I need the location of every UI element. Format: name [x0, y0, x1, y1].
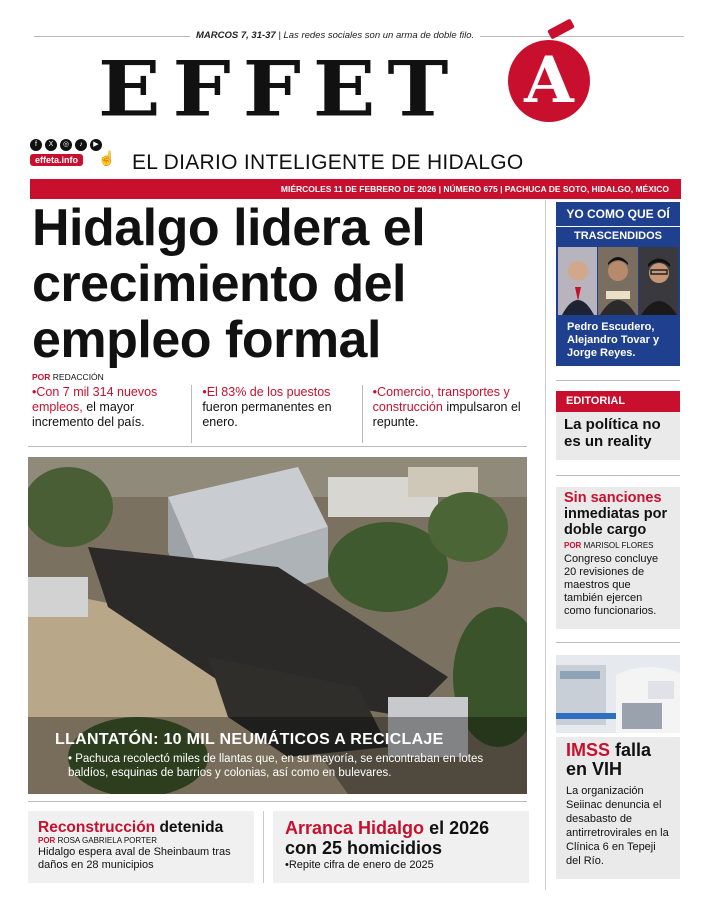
title-rest: inmediatas por doble cargo	[564, 506, 668, 538]
story-reconstruccion[interactable]	[28, 811, 254, 883]
bullet-text: el mayor incremento del país.	[32, 400, 145, 429]
story-text: La organización Seiinac denuncia el desabasto de antirretrovirales en la Clínica 6 en Tepeji del Río.	[566, 785, 669, 867]
site-link[interactable]: effeta.info	[30, 154, 83, 166]
column-divider	[263, 811, 264, 883]
tiktok-icon[interactable]: ♪	[75, 139, 87, 151]
pointer-hand-icon: ☝	[98, 150, 116, 166]
headline-bullets	[32, 385, 532, 443]
story-title	[564, 490, 672, 538]
sidebar-rule	[556, 642, 680, 643]
clinic-photo[interactable]	[556, 655, 680, 733]
column-title[interactable]: YO COMO QUE OÍ	[556, 202, 680, 226]
main-headline[interactable]: Hidalgo lidera el crecimiento del empleo formal	[32, 199, 426, 369]
bullet-highlight: El 83% de los puestos	[206, 385, 331, 399]
sidebar-divider	[545, 200, 546, 890]
bullet-text: fueron permanentes en enero.	[202, 400, 332, 429]
title-highlight: Reconstrucción	[38, 819, 156, 836]
story-title	[285, 818, 517, 858]
bullet-text: impulsaron el repunte.	[372, 400, 521, 429]
social-icons	[30, 139, 102, 151]
story-title	[566, 741, 670, 779]
bullet-item: •El 83% de los puestos fueron permanentes en enero.	[191, 385, 362, 443]
story-homicidios[interactable]	[273, 811, 529, 883]
title-rest: el 2026 con 25 homicidios	[285, 818, 490, 858]
byline-por: POR	[564, 541, 582, 550]
photo-story-title[interactable]: LLANTATÓN: 10 MIL NEUMÁTICOS A RECICLAJE	[55, 731, 444, 748]
sidebar-rule	[556, 380, 680, 381]
byline-por: POR	[38, 836, 56, 845]
x-icon[interactable]: X	[45, 139, 57, 151]
story-text: •Repite cifra de enero de 2025	[285, 859, 434, 871]
story-text: Congreso concluye 20 revisiones de maestros que también ejercen como funcionarios.	[564, 553, 659, 617]
masthead-name: EFFET	[98, 45, 461, 134]
date-bar: MIÉRCOLES 11 DE FEBRERO DE 2026 | NÚMERO 675 | PACHUCA DE SOTO, HIDALGO, MÉXICO	[30, 179, 681, 199]
main-byline	[32, 372, 104, 382]
editorial-label: EDITORIAL	[556, 391, 680, 412]
portrait	[639, 247, 678, 315]
byline-author: ROSA GABRIELA PORTER	[57, 836, 158, 845]
story-text: Hidalgo espera aval de Sheinbaum tras daños en 28 municipios	[38, 846, 231, 871]
portrait-strip	[558, 247, 678, 315]
verse-line: MARCOS 7, 31-37 | Las redes sociales son un arma de doble filo.	[190, 30, 480, 41]
byline-author: MARISOL FLORES	[583, 541, 654, 550]
section-divider	[28, 446, 527, 447]
youtube-icon[interactable]: ▶	[90, 139, 102, 151]
column-subtitle: TRASCENDIDOS	[573, 230, 662, 242]
title-highlight: Sin sanciones	[564, 490, 662, 506]
byline-author: REDACCIÓN	[52, 372, 104, 382]
section-divider	[28, 801, 527, 802]
title-rest: detenida	[159, 819, 224, 836]
story-title	[38, 819, 244, 836]
bullet-highlight: Con 7 mil 314 nuevos empleos,	[32, 385, 158, 414]
title-rest: falla en VIH	[566, 740, 652, 779]
editorial-title[interactable]: La política no es un reality	[556, 412, 680, 460]
story-byline	[38, 836, 244, 846]
masthead-accent-letter: A	[508, 40, 590, 122]
title-highlight: IMSS	[566, 740, 611, 760]
story-byline	[564, 540, 672, 551]
bullet-item: •Comercio, transportes y construcción impulsaron el repunte.	[372, 385, 521, 429]
bullet-highlight: Comercio, transportes y construcción	[372, 385, 510, 414]
sidebar-rule	[556, 475, 680, 476]
instagram-icon[interactable]: ◎	[60, 139, 72, 151]
story-sin-sanciones[interactable]	[556, 487, 680, 629]
tagline: EL DIARIO INTELIGENTE DE HIDALGO	[132, 151, 524, 174]
clinic-illustration	[556, 655, 680, 733]
column-names: Pedro Escudero, Alejandro Tovar y Jorge Reyes.	[567, 321, 660, 359]
facebook-icon[interactable]: f	[30, 139, 42, 151]
portrait	[598, 247, 637, 315]
story-imss[interactable]	[556, 737, 680, 879]
story-text-content: Repite cifra de enero de 2025	[288, 859, 434, 871]
portrait	[558, 247, 597, 315]
verse-text: Las redes sociales son un arma de doble filo.	[283, 30, 475, 41]
bullet-item: •Con 7 mil 314 nuevos empleos, el mayor incremento del país.	[32, 385, 158, 429]
photo-story-caption: • Pachuca recolectó miles de llantas que, en su mayoría, se encontraban en lotes baldíos, esquinas de barrios y colonias, así como en bulevares.	[68, 753, 484, 779]
title-highlight: Arranca Hidalgo	[285, 818, 425, 838]
caption-text: Pachuca recolectó miles de llantas que, en su mayoría, se encontraban en lotes baldíos, esquinas de barrios y colonias, así como en bulevares.	[68, 753, 484, 779]
byline-por: POR	[32, 372, 51, 382]
column-card[interactable]	[556, 226, 680, 366]
verse-ref: MARCOS 7, 31-37	[196, 30, 276, 41]
